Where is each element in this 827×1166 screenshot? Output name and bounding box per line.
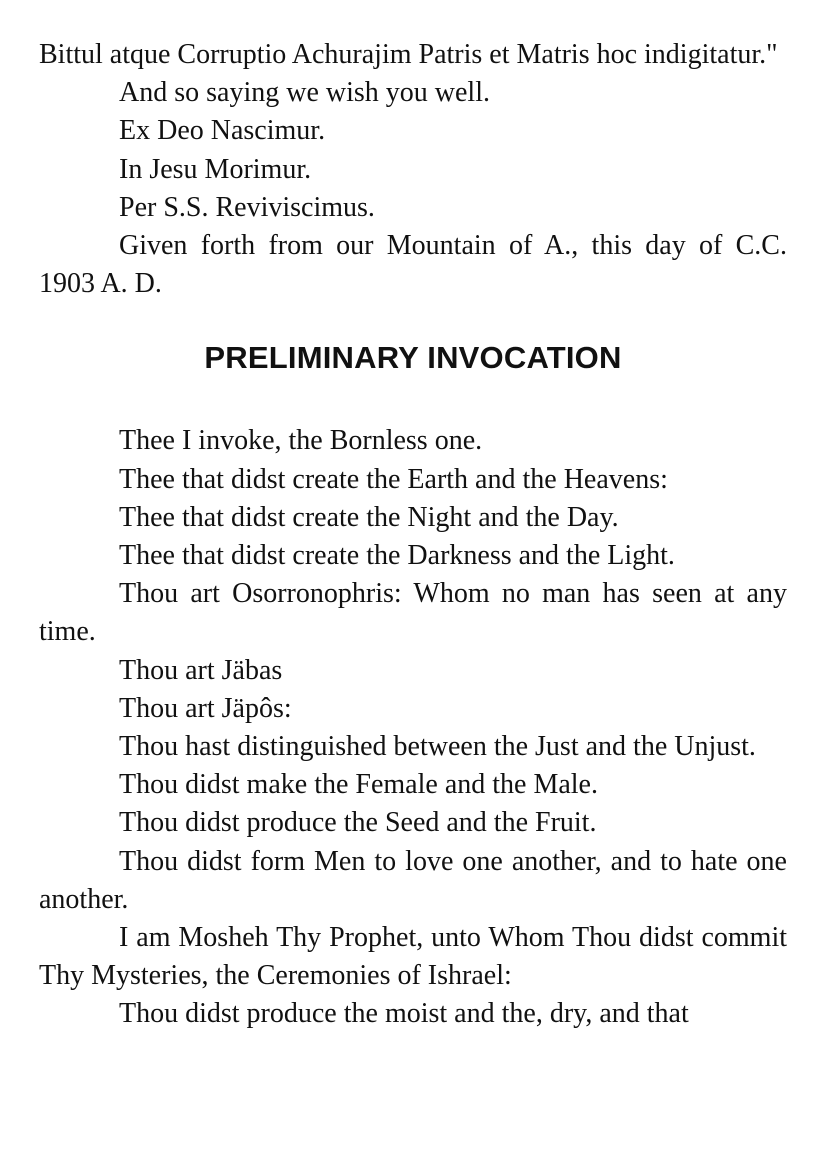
invocation-line: Thou art Jäbas — [119, 654, 283, 686]
paragraph-farewell: And so saying we wish you well. — [119, 77, 490, 109]
paragraph-given-forth: Given forth from our Mountain of A., this day of C.C. 1903 A. D. — [39, 230, 787, 300]
invocation-line: Thee I invoke, the Bornless one. — [119, 425, 483, 457]
invocation-line: Thou art Osorronophris: Whom no man has seen at any time. — [39, 578, 787, 648]
invocation-line: Thou didst produce the Seed and the Fruit. — [119, 807, 597, 839]
paragraph-motto-3: Per S.S. Reviviscimus. — [119, 191, 375, 223]
paragraph-motto-1: Ex Deo Nascimur. — [119, 115, 326, 147]
invocation-line: Thou art Jäpôs: — [119, 692, 292, 724]
invocation-line: Thou didst produce the moist and the, dry, and that — [119, 998, 689, 1030]
paragraph-continuation: Bittul atque Corruptio Achurajim Patris et Matris hoc indigitatur." — [39, 39, 778, 70]
invocation-line: Thee that didst create the Earth and the Heavens: — [119, 463, 668, 495]
invocation-line: I am Mosheh Thy Prophet, unto Whom Thou didst commit Thy Mysteries, the Ceremonies of Ishrael: — [39, 922, 787, 992]
invocation-line: Thou didst form Men to love one another, and to hate one another. — [39, 845, 787, 915]
invocation-line: Thee that didst create the Night and the Day. — [119, 501, 619, 533]
invocation-line: Thou hast distinguished between the Just and the Unjust. — [119, 731, 756, 763]
invocation-line: Thee that didst create the Darkness and the Light. — [119, 540, 675, 572]
invocation-line: Thou didst make the Female and the Male. — [119, 769, 598, 801]
document-page — [39, 36, 787, 1034]
paragraph-motto-2: In Jesu Morimur. — [119, 153, 312, 185]
section-heading: PRELIMINARY INVOCATION — [204, 340, 622, 376]
